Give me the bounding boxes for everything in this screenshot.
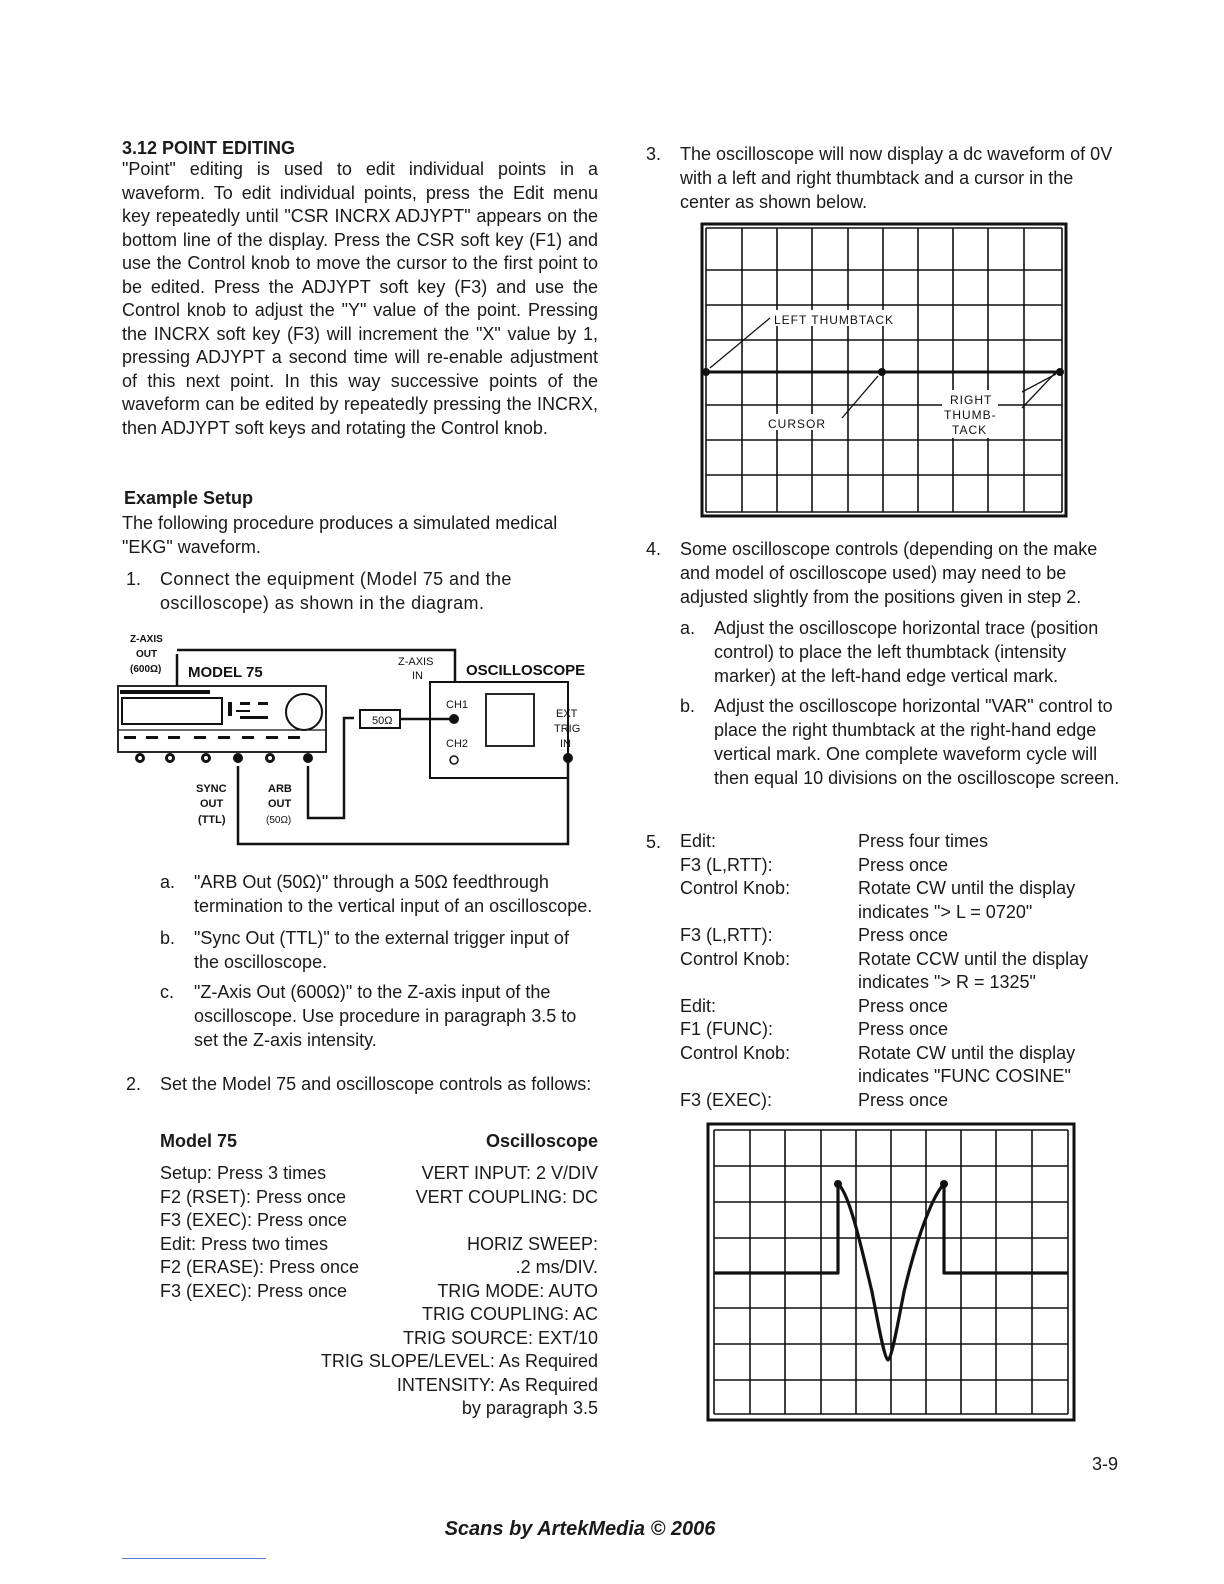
cursor-marker	[878, 368, 886, 376]
zaxis-in-label: Z-AXIS	[398, 656, 434, 668]
sub-item-b-text: "Sync Out (TTL)" to the external trigger input of the oscilloscope.	[194, 928, 569, 972]
step-5-row	[680, 877, 1120, 924]
step-5-row	[680, 948, 1120, 995]
ch1-label: CH1	[446, 699, 469, 711]
ext-trig-label-3: IN	[560, 738, 571, 750]
step-5-row	[680, 1042, 1120, 1089]
step-1-number: 1.	[126, 569, 142, 589]
step-5-key: Control Knob:	[680, 878, 791, 898]
step-5-number: 5.	[646, 832, 662, 852]
right-thumbtack-label-3: TACK	[952, 423, 988, 437]
scope-line: VERT INPUT: 2 V/DIV	[421, 1163, 598, 1183]
right-marker	[940, 1180, 948, 1188]
step-5-key: Edit:	[680, 831, 717, 851]
step-5-row	[680, 830, 1120, 854]
step-5-row	[680, 995, 1120, 1019]
step-5-key: F3 (L,RTT):	[680, 925, 773, 945]
step-5-key: Control Knob:	[680, 1042, 791, 1063]
cursor-label: CURSOR	[768, 417, 827, 431]
step-5-key: F1 (FUNC):	[680, 1019, 773, 1039]
zaxis-out-label-2: OUT	[136, 649, 158, 660]
step-5-action: Rotate CCW until the display indicates "> R = 1325"	[858, 948, 1089, 992]
step-4a-text: Adjust the oscilloscope horizontal trace (position control) to place the left thumbtack (intensity marker) at the left-hand edge vertical mark.	[714, 618, 1099, 686]
ext-trig-label-2: TRIG	[554, 723, 581, 735]
step-5-key: F3 (L,RTT):	[680, 854, 773, 875]
scope-line: TRIG SLOPE/LEVEL: As Required	[320, 1351, 598, 1371]
right-thumbtack-label: RIGHT	[950, 393, 993, 407]
section-paragraph: "Point" editing is used to edit individual points in a waveform. To edit individual points, press the Edit menu key repeatedly until "CSR INCRX ADJYPT" appears on the bottom line of the display. Press the CSR soft key (F1) and use the Control knob to move the cursor to the first point to be edited. Press the ADJYPT soft key (F3) and use the Control knob to adjust the "Y" value of the point. Pressing the INCRX soft key (F3) will increment the "X" value by 1, pressing ADJYPT a second time will re-enable adjustment of this next point. In this way successive points of the waveform can be edited by repeatedly pressing the INCRX, then ADJYPT soft keys and rotating the Control knob.	[122, 159, 598, 438]
sub-item-a-letter: a.	[160, 872, 176, 892]
feedthrough-label: 50Ω	[372, 715, 393, 727]
step-5-action: Press once	[858, 995, 949, 1016]
step-5-action: Press once	[858, 1019, 949, 1039]
model-75-heading: Model 75	[160, 1131, 238, 1151]
left-thumbtack-label: LEFT THUMBTACK	[774, 313, 895, 327]
model-line: Setup: Press 3 times	[160, 1163, 327, 1183]
step-5-action: Press once	[858, 1089, 949, 1110]
connection-diagram	[110, 626, 600, 856]
step-5-table	[680, 830, 1120, 1112]
sub-item-c-text: "Z-Axis Out (600Ω)" to the Z-axis input of the oscilloscope. Use procedure in paragraph 3.5 to set the Z-axis intensity.	[194, 982, 577, 1050]
scope-line: TRIG SOURCE: EXT/10	[402, 1327, 598, 1348]
model-line: Edit: Press two times	[160, 1233, 329, 1254]
sub-item-c-letter: c.	[160, 982, 175, 1002]
zaxis-out-label-3: (600Ω)	[130, 664, 162, 675]
example-intro: The following procedure produces a simulated medical "EKG" waveform.	[122, 513, 558, 557]
scope-line	[280, 1209, 598, 1233]
zaxis-out-label: Z-AXIS	[130, 634, 163, 645]
step-1-text: Connect the equipment (Model 75 and the oscilloscope) as shown in the diagram.	[160, 569, 512, 613]
oscilloscope-settings	[280, 1162, 598, 1421]
step-5-key: F3 (EXEC):	[680, 1089, 773, 1110]
sync-out-label-2: OUT	[200, 798, 224, 810]
step-5-action: Rotate CW until the display indicates "> L = 0720"	[858, 878, 1076, 922]
page-number: 3-9	[1092, 1454, 1119, 1474]
scope-line: by paragraph 3.5	[461, 1398, 598, 1418]
step-5-action: Press four times	[858, 831, 989, 851]
scope-screen-dc	[700, 222, 1070, 520]
step-4b-letter: b.	[680, 696, 696, 716]
left-thumbtack-marker	[702, 368, 710, 376]
scope-line: TRIG MODE: AUTO	[437, 1280, 598, 1301]
sync-out-label-3: (TTL)	[198, 814, 226, 826]
step-2-text: Set the Model 75 and oscilloscope controls as follows:	[160, 1074, 592, 1094]
scope-screen-ekg	[706, 1122, 1076, 1424]
step-5-action: Press once	[858, 854, 949, 875]
step-3-number: 3.	[646, 144, 662, 164]
zaxis-in-label-2: IN	[412, 670, 423, 682]
model-line: F3 (EXEC): Press once	[160, 1210, 348, 1230]
step-5-action: Rotate CW until the display indicates "FUNC COSINE"	[858, 1042, 1076, 1086]
oscilloscope-heading: Oscilloscope	[485, 1131, 598, 1151]
arb-out-label-2: OUT	[268, 798, 292, 810]
step-4a-letter: a.	[680, 618, 696, 638]
step-5-key: Edit:	[680, 995, 717, 1016]
right-thumbtack-label-2: THUMB-	[944, 408, 997, 422]
step-5-row	[680, 1018, 1120, 1042]
model-label: MODEL 75	[188, 664, 263, 681]
model-line: F2 (ERASE): Press once	[160, 1257, 360, 1277]
scope-line: TRIG COUPLING: AC	[421, 1304, 598, 1324]
right-thumbtack-marker	[1056, 368, 1064, 376]
sub-item-b-letter: b.	[160, 928, 176, 948]
scan-credit: Scans by ArtekMedia © 2006	[444, 1518, 716, 1540]
step-4b-text: Adjust the oscilloscope horizontal "VAR" control to place the right thumbtack at the right-hand edge vertical mark. One complete waveform cycle will then equal 10 divisions on the oscilloscope screen.	[714, 696, 1120, 788]
step-3-text: The oscilloscope will now display a dc waveform of 0V with a left and right thumbtack and a cursor in the center as shown below.	[680, 144, 1113, 212]
ch2-label: CH2	[446, 738, 469, 750]
example-heading: Example Setup	[124, 488, 254, 508]
step-4-text: Some oscilloscope controls (depending on the make and model of oscilloscope used) may need to be adjusted slightly from the positions given in step 2.	[680, 539, 1098, 607]
step-5-key: Control Knob:	[680, 948, 791, 969]
sub-item-a-text: "ARB Out (50Ω)" through a 50Ω feedthrough termination to the vertical input of an oscilloscope.	[194, 872, 593, 916]
step-4-number: 4.	[646, 539, 662, 559]
model-line: F3 (EXEC): Press once	[160, 1280, 348, 1301]
scope-line: VERT COUPLING: DC	[415, 1186, 598, 1207]
step-5-row	[680, 924, 1120, 948]
ext-trig-label: EXT	[556, 708, 578, 720]
left-marker	[834, 1180, 842, 1188]
arb-out-label: ARB	[268, 783, 292, 795]
footer-divider	[122, 1558, 266, 1559]
section-heading: 3.12 POINT EDITING	[122, 138, 296, 158]
scope-label: OSCILLOSCOPE	[466, 662, 586, 679]
scope-line: INTENSITY: As Required	[396, 1374, 598, 1395]
step-5-row	[680, 854, 1120, 878]
sync-out-label: SYNC	[196, 783, 227, 795]
scope-line: .2 ms/DIV.	[515, 1257, 598, 1277]
model-line: F2 (RSET): Press once	[160, 1186, 347, 1207]
step-5-row	[680, 1089, 1120, 1113]
step-2-number: 2.	[126, 1074, 142, 1094]
arb-out-label-3: (50Ω)	[266, 815, 292, 826]
step-5-action: Press once	[858, 925, 949, 945]
scope-line: HORIZ SWEEP:	[466, 1233, 598, 1254]
